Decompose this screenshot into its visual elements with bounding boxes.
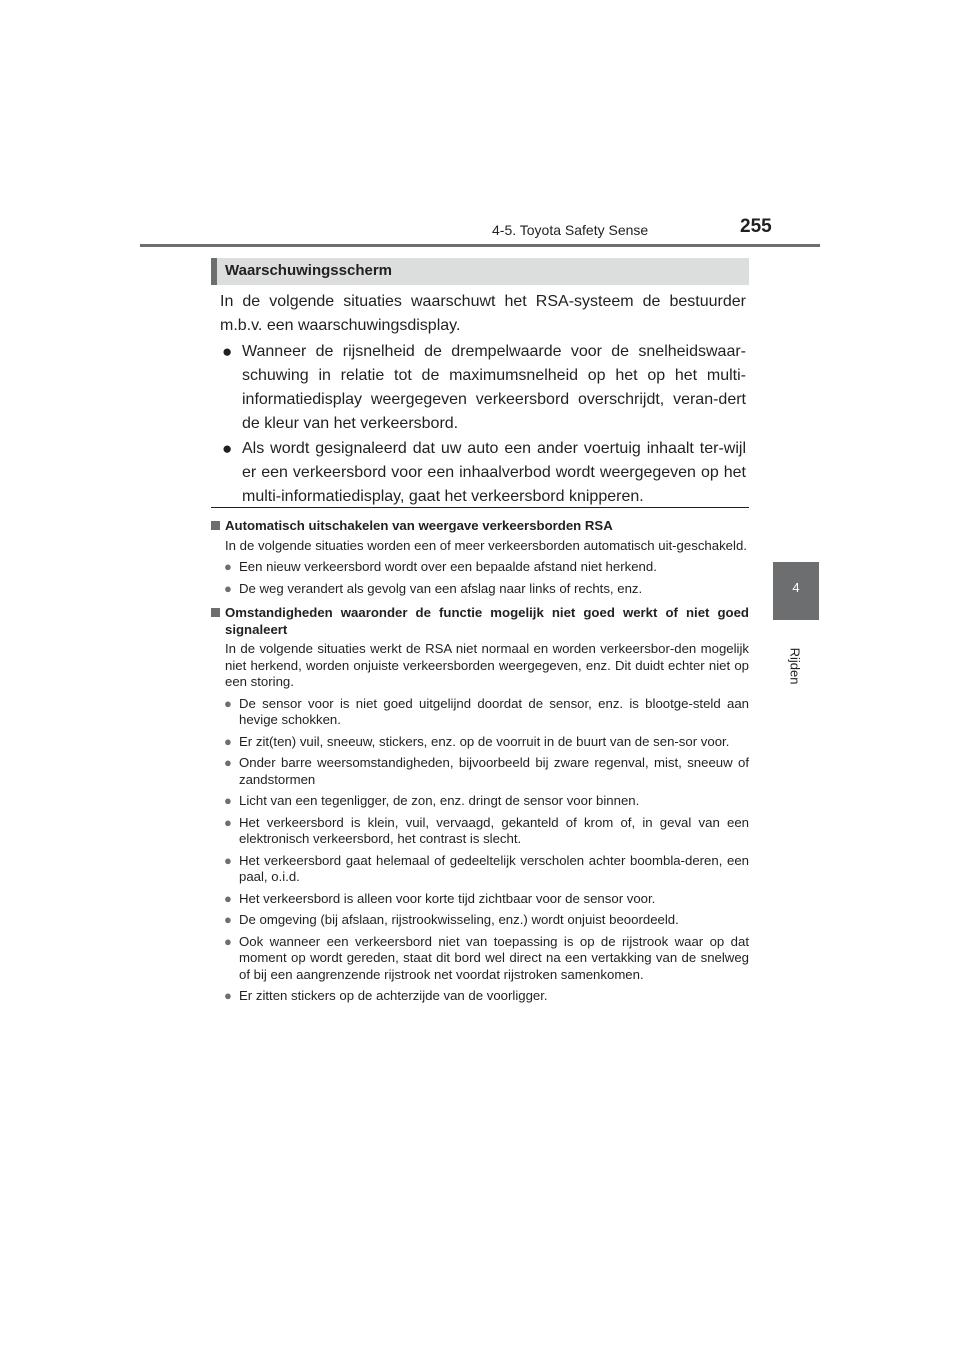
- header-rule: [140, 244, 820, 247]
- note-bullet-text: De weg verandert als gevolg van een afslag naar links of rechts, enz.: [239, 580, 643, 596]
- bullet-dot-icon: ●: [222, 439, 233, 458]
- bullet-dot-icon: ●: [224, 559, 232, 574]
- chapter-label-text: Rijden: [787, 647, 803, 685]
- section-content: [220, 290, 746, 509]
- page-number: 255: [740, 216, 772, 237]
- chapter-number: 4: [792, 580, 800, 595]
- section-intro: In de volgende situaties waarschuwt het RSA-systeem de bestuurder m.b.v. een waarschuwingsdisplay.: [220, 293, 746, 334]
- note-heading-text: Automatisch uitschakelen van weergave verkeersborden RSA: [225, 518, 613, 533]
- note-bullet: [211, 934, 749, 984]
- chapter-tab: [773, 562, 819, 620]
- section-bullet-text: Wanneer de rijsnelheid de drempelwaarde voor de snelheidswaar-schuwing in relatie tot de maximumsnelheid op het op het multi-informatiedisplay weergegeven verkeersbord overschrijdt, veran-dert de kleur van het verkeersbord.: [242, 343, 746, 432]
- spacer: [211, 597, 749, 601]
- note-bullet-text: Er zitten stickers op de achterzijde van de voorligger.: [239, 988, 548, 1003]
- chapter-label: [780, 636, 810, 696]
- section-divider: [211, 507, 749, 508]
- section-bullet-text: Als wordt gesignaleerd dat uw auto een ander voertuig inhaalt ter-wijl er een verkeersbord voor een inhaalverbod wordt weergegeven op het multi-informatiedisplay, gaat het verkeersbord knipperen.: [242, 440, 746, 505]
- bullet-dot-icon: ●: [224, 814, 232, 830]
- bullet-dot-icon: ●: [224, 890, 232, 906]
- note-bullet: [211, 581, 749, 598]
- note-bullet: [211, 853, 749, 886]
- section-heading-accent: [211, 258, 217, 285]
- note-bullet-text: Het verkeersbord is klein, vuil, vervaagd, gekanteld of krom of, in geval van een elektronisch verkeersbord, het contrast is slecht.: [239, 814, 749, 846]
- note-bullet: [211, 793, 749, 810]
- note-bullet: [211, 559, 749, 576]
- note-bullet-text: De sensor voor is niet goed uitgelijnd doordat de sensor, enz. is blootge-steld aan hevige schokken.: [239, 695, 749, 727]
- note-bullet-text: Het verkeersbord is alleen voor korte tijd zichtbaar voor de sensor voor.: [239, 890, 656, 906]
- notes-block: [211, 514, 749, 1005]
- note-heading-text: Omstandigheden waaronder de functie mogelijk niet goed werkt of niet goed signaleert: [225, 605, 749, 637]
- note-bullet: [211, 988, 749, 1005]
- note-bullet-text: Er zit(ten) vuil, sneeuw, stickers, enz. op de voorruit in de buurt van de sen-sor voor.: [239, 733, 730, 749]
- section-bullet: [220, 340, 746, 436]
- bullet-dot-icon: ●: [224, 580, 232, 596]
- note-bullet: [211, 755, 749, 788]
- bullet-dot-icon: ●: [224, 755, 232, 770]
- note-heading: [211, 605, 749, 638]
- bullet-dot-icon: ●: [224, 733, 232, 749]
- note-body: In de volgende situaties werkt de RSA niet normaal en worden verkeersbor-den mogelijk niet herkend, worden onjuiste verkeersborden weergegeven, enz. Dit duidt echter niet op een storing.: [225, 641, 749, 689]
- note-bullet-text: Onder barre weersomstandigheden, bijvoorbeeld bij zware regenval, mist, sneeuw of zandstormen: [239, 755, 749, 787]
- note-bullet: [211, 734, 749, 751]
- section-bullet: [220, 437, 746, 509]
- section-heading: Waarschuwingsscherm: [225, 262, 392, 279]
- bullet-dot-icon: ●: [224, 695, 232, 711]
- note-bullet-text: Een nieuw verkeersbord wordt over een bepaalde afstand niet herkend.: [239, 559, 657, 574]
- bullet-dot-icon: ●: [222, 342, 233, 361]
- note-bullet: [211, 815, 749, 848]
- square-bullet-icon: [211, 608, 220, 617]
- header-section-title: 4-5. Toyota Safety Sense: [492, 222, 649, 238]
- note-bullet-text: De omgeving (bij afslaan, rijstrookwisseling, enz.) wordt onjuist beoordeeld.: [239, 912, 679, 927]
- note-bullet-text: Het verkeersbord gaat helemaal of gedeeltelijk verscholen achter boombla-deren, een paal, o.i.d.: [239, 852, 749, 884]
- note-bullet-text: Licht van een tegenligger, de zon, enz. dringt de sensor voor binnen.: [239, 793, 640, 808]
- bullet-dot-icon: ●: [224, 793, 232, 808]
- bullet-dot-icon: ●: [224, 912, 232, 927]
- note-bullet: [211, 891, 749, 908]
- bullet-dot-icon: ●: [224, 852, 232, 868]
- note-bullet: [211, 696, 749, 729]
- note-heading: [211, 518, 749, 535]
- section-heading-bar: [211, 258, 749, 285]
- note-bullet-text: Ook wanneer een verkeersbord niet van toepassing is op de rijstrook waar op dat moment op wordt gereden, staat dit bord wel direct na een vertakking van de snelweg of bij een aangrenzende rijstrook net voordat rijstroken samenkomen.: [239, 933, 749, 982]
- note-body: In de volgende situaties worden een of meer verkeersborden automatisch uit-geschakeld.: [225, 537, 747, 553]
- square-bullet-icon: [211, 521, 220, 530]
- bullet-dot-icon: ●: [224, 933, 232, 949]
- bullet-dot-icon: ●: [224, 988, 232, 1003]
- note-bullet: [211, 912, 749, 929]
